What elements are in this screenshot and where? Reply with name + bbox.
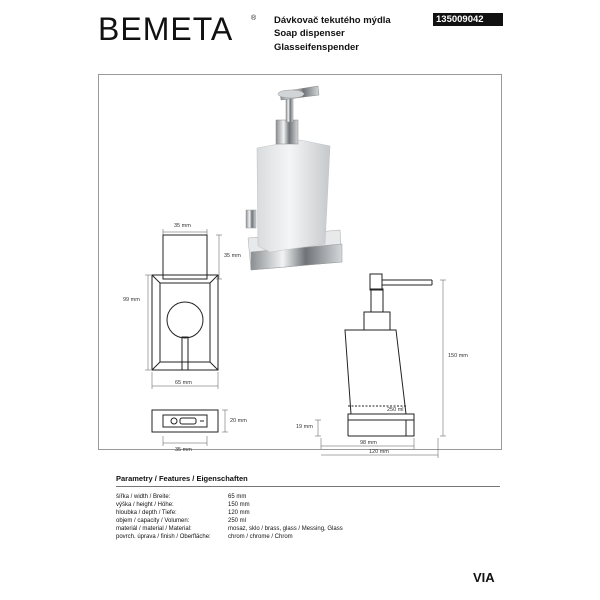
param-label: výška / height / Höhe: — [116, 502, 174, 508]
param-value: chrom / chrome / Chrom — [228, 534, 293, 540]
parameters-title: Parametry / Features / Eigenschaften — [116, 474, 248, 483]
front-view — [152, 235, 218, 370]
dim-side-depth: 120 mm — [369, 449, 389, 455]
bottom-view — [152, 410, 218, 432]
product-code: 135009042 — [433, 13, 503, 26]
series-name: VIA — [473, 570, 495, 585]
side-dimension-lines — [315, 280, 446, 458]
parameters-table — [116, 493, 343, 541]
product-photo — [246, 86, 342, 270]
brand-logo: BEMETA — [98, 11, 234, 47]
title-cz: Dávkovač tekutého mýdla — [274, 15, 391, 26]
param-label: materiál / material / Material: — [116, 526, 192, 532]
param-row — [116, 533, 343, 541]
title-en: Soap dispenser — [274, 28, 345, 40]
param-row — [116, 517, 343, 525]
param-value: 120 mm — [228, 510, 250, 516]
param-row — [116, 501, 343, 509]
dim-base-height: 19 mm — [296, 424, 313, 430]
dim-base-width: 98 mm — [360, 440, 377, 446]
param-row — [116, 493, 343, 501]
dim-side-height: 150 mm — [448, 353, 468, 359]
dim-front-width: 65 mm — [175, 380, 192, 386]
param-label: šířka / width / Breite: — [116, 494, 171, 500]
param-label: hloubka / depth / Tiefe: — [116, 510, 177, 516]
param-value: 150 mm — [228, 502, 250, 508]
param-value: 65 mm — [228, 494, 247, 500]
param-value: 250 ml — [228, 518, 247, 524]
dim-bottom-width: 35 mm — [175, 447, 192, 453]
param-row — [116, 509, 343, 517]
parameters-divider — [116, 486, 500, 487]
registered-mark: ® — [251, 15, 257, 22]
dim-front-height: 99 mm — [123, 297, 140, 303]
param-label: objem / capacity / Volumen: — [116, 518, 190, 524]
capacity-label: 250 ml — [387, 407, 404, 413]
dim-top-width: 35 mm — [174, 223, 191, 229]
param-label: povrch. úprava / finish / Oberfläche: — [116, 534, 211, 540]
title-de: Glasseifenspender — [274, 41, 360, 53]
param-value: mosaz, sklo / brass, glass / Messing, Glass — [228, 526, 343, 532]
param-row — [116, 525, 343, 533]
dim-bottom-depth: 20 mm — [230, 418, 247, 424]
dim-top-height: 35 mm — [224, 253, 241, 259]
